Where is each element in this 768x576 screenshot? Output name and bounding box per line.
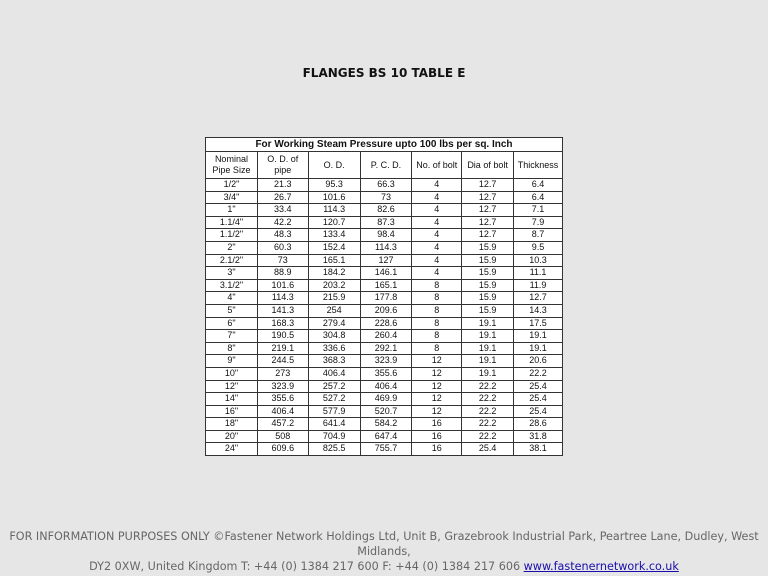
- table-cell: 1.1/2": [206, 229, 258, 242]
- table-cell: 73: [360, 191, 412, 204]
- table-cell: 406.4: [257, 405, 308, 418]
- table-cell: 520.7: [360, 405, 412, 418]
- table-cell: 15.9: [462, 292, 514, 305]
- table-cell: 19.1: [462, 317, 514, 330]
- table-cell: 19.1: [513, 330, 562, 343]
- table-cell: 755.7: [360, 443, 412, 456]
- table-cell: 42.2: [257, 216, 308, 229]
- table-cell: 8.7: [513, 229, 562, 242]
- table-cell: 19.1: [462, 330, 514, 343]
- table-cell: 3/4": [206, 191, 258, 204]
- table-cell: 7.9: [513, 216, 562, 229]
- table-cell: 12: [412, 380, 462, 393]
- table-cell: 19.1: [462, 342, 514, 355]
- table-cell: 114.3: [308, 204, 360, 217]
- table-cell: 219.1: [257, 342, 308, 355]
- table-cell: 15.9: [462, 279, 514, 292]
- table-cell: 127: [360, 254, 412, 267]
- table-cell: 469.9: [360, 393, 412, 406]
- column-header: Nominal Pipe Size: [206, 152, 258, 179]
- table-cell: 304.8: [308, 330, 360, 343]
- table-row: [206, 279, 563, 292]
- table-cell: 22.2: [462, 393, 514, 406]
- table-cell: 4": [206, 292, 258, 305]
- table-cell: 8: [412, 342, 462, 355]
- table-cell: 12.7: [513, 292, 562, 305]
- table-cell: 22.2: [513, 367, 562, 380]
- table-cell: 21.3: [257, 179, 308, 192]
- table-cell: 11.1: [513, 267, 562, 280]
- table-cell: 24": [206, 443, 258, 456]
- column-header: P. C. D.: [360, 152, 412, 179]
- table-cell: 2": [206, 241, 258, 254]
- table-cell: 1.1/4": [206, 216, 258, 229]
- table-cell: 12: [412, 405, 462, 418]
- column-header: No. of bolt: [412, 152, 462, 179]
- table-cell: 577.9: [308, 405, 360, 418]
- table-row: [206, 304, 563, 317]
- table-cell: 12.7: [462, 179, 514, 192]
- table-row: [206, 241, 563, 254]
- table-cell: 95.3: [308, 179, 360, 192]
- table-cell: 8: [412, 304, 462, 317]
- table-row: [206, 380, 563, 393]
- table-cell: 133.4: [308, 229, 360, 242]
- table-cell: 87.3: [360, 216, 412, 229]
- table-cell: 31.8: [513, 430, 562, 443]
- table-cell: 4: [412, 204, 462, 217]
- table-cell: 25.4: [513, 405, 562, 418]
- column-header: Dia of bolt: [462, 152, 514, 179]
- table-cell: 26.7: [257, 191, 308, 204]
- table-cell: 101.6: [257, 279, 308, 292]
- table-header-row: [206, 152, 563, 179]
- table-cell: 20.6: [513, 355, 562, 368]
- table-cell: 10": [206, 367, 258, 380]
- table-cell: 12.7: [462, 191, 514, 204]
- table-row: [206, 204, 563, 217]
- table-cell: 15.9: [462, 267, 514, 280]
- table-row: [206, 443, 563, 456]
- table-cell: 25.4: [513, 393, 562, 406]
- table-cell: 15.9: [462, 304, 514, 317]
- flange-table: [205, 137, 563, 456]
- table-cell: 257.2: [308, 380, 360, 393]
- table-cell: 8: [412, 317, 462, 330]
- table-cell: 22.2: [462, 405, 514, 418]
- table-row: [206, 430, 563, 443]
- table-cell: 152.4: [308, 241, 360, 254]
- table-cell: 19.1: [462, 355, 514, 368]
- table-cell: 9.5: [513, 241, 562, 254]
- table-cell: 16": [206, 405, 258, 418]
- table-cell: 12.7: [462, 216, 514, 229]
- table-cell: 14.3: [513, 304, 562, 317]
- table-cell: 584.2: [360, 418, 412, 431]
- table-cell: 120.7: [308, 216, 360, 229]
- table-cell: 406.4: [360, 380, 412, 393]
- column-header: O. D.: [308, 152, 360, 179]
- table-cell: 18": [206, 418, 258, 431]
- table-cell: 12: [412, 393, 462, 406]
- table-row: [206, 191, 563, 204]
- table-cell: 19.1: [462, 367, 514, 380]
- column-header: O. D. of pipe: [257, 152, 308, 179]
- table-row: [206, 418, 563, 431]
- table-cell: 48.3: [257, 229, 308, 242]
- table-cell: 98.4: [360, 229, 412, 242]
- footer-line2: [0, 559, 768, 574]
- table-cell: 215.9: [308, 292, 360, 305]
- table-cell: 279.4: [308, 317, 360, 330]
- table-caption: For Working Steam Pressure upto 100 lbs per sq. Inch: [206, 138, 563, 152]
- table-cell: 8: [412, 279, 462, 292]
- table-cell: 88.9: [257, 267, 308, 280]
- table-cell: 190.5: [257, 330, 308, 343]
- table-row: [206, 179, 563, 192]
- table-cell: 165.1: [360, 279, 412, 292]
- table-cell: 10.3: [513, 254, 562, 267]
- table-cell: 368.3: [308, 355, 360, 368]
- table-cell: 355.6: [360, 367, 412, 380]
- table-cell: 8: [412, 330, 462, 343]
- table-cell: 4: [412, 229, 462, 242]
- table-cell: 5": [206, 304, 258, 317]
- table-cell: 641.4: [308, 418, 360, 431]
- table-cell: 16: [412, 443, 462, 456]
- table-cell: 4: [412, 254, 462, 267]
- table-cell: 22.2: [462, 430, 514, 443]
- table-cell: 4: [412, 216, 462, 229]
- table-cell: 15.9: [462, 241, 514, 254]
- column-header: Thickness: [513, 152, 562, 179]
- table-cell: 14": [206, 393, 258, 406]
- table-row: [206, 393, 563, 406]
- table-cell: 8": [206, 342, 258, 355]
- table-cell: 22.2: [462, 418, 514, 431]
- table-cell: 33.4: [257, 204, 308, 217]
- table-cell: 228.6: [360, 317, 412, 330]
- table-cell: 28.6: [513, 418, 562, 431]
- table-cell: 12: [412, 367, 462, 380]
- table-row: [206, 367, 563, 380]
- table-row: [206, 267, 563, 280]
- table-cell: 12.7: [462, 204, 514, 217]
- table-row: [206, 330, 563, 343]
- table-row: [206, 342, 563, 355]
- table-cell: 60.3: [257, 241, 308, 254]
- table-row: [206, 355, 563, 368]
- table-cell: 82.6: [360, 204, 412, 217]
- table-cell: 114.3: [257, 292, 308, 305]
- table-cell: 7": [206, 330, 258, 343]
- table-cell: 66.3: [360, 179, 412, 192]
- table-cell: 165.1: [308, 254, 360, 267]
- table-cell: 3.1/2": [206, 279, 258, 292]
- footer-contact: DY2 0XW, United Kingdom T: +44 (0) 1384 217 600 F: +44 (0) 1384 217 606: [89, 560, 524, 573]
- table-cell: 11.9: [513, 279, 562, 292]
- table-cell: 3": [206, 267, 258, 280]
- table-cell: 16: [412, 430, 462, 443]
- footer: [0, 529, 768, 574]
- table-body: [206, 179, 563, 456]
- table-cell: 25.4: [462, 443, 514, 456]
- table-cell: 101.6: [308, 191, 360, 204]
- table-cell: 508: [257, 430, 308, 443]
- table-cell: 22.2: [462, 380, 514, 393]
- table-cell: 38.1: [513, 443, 562, 456]
- table-cell: 704.9: [308, 430, 360, 443]
- table-cell: 244.5: [257, 355, 308, 368]
- table-cell: 323.9: [257, 380, 308, 393]
- table-cell: 209.6: [360, 304, 412, 317]
- table-cell: 1": [206, 204, 258, 217]
- table-cell: 323.9: [360, 355, 412, 368]
- table-cell: 457.2: [257, 418, 308, 431]
- table-cell: 4: [412, 241, 462, 254]
- table-cell: 527.2: [308, 393, 360, 406]
- table-cell: 1/2": [206, 179, 258, 192]
- website-link[interactable]: www.fastenernetwork.co.uk: [523, 560, 679, 573]
- table-cell: 4: [412, 191, 462, 204]
- table-cell: 114.3: [360, 241, 412, 254]
- table-cell: 12": [206, 380, 258, 393]
- table-cell: 647.4: [360, 430, 412, 443]
- table-cell: 15.9: [462, 254, 514, 267]
- table-row: [206, 292, 563, 305]
- table-cell: 406.4: [308, 367, 360, 380]
- footer-line1: FOR INFORMATION PURPOSES ONLY ©Fastener Network Holdings Ltd, Unit B, Grazebrook Industrial Park, Peartree Lane, Dudley, West Midlands,: [9, 530, 759, 558]
- table-cell: 6": [206, 317, 258, 330]
- table-cell: 168.3: [257, 317, 308, 330]
- table-cell: 336.6: [308, 342, 360, 355]
- table-cell: 12.7: [462, 229, 514, 242]
- table-cell: 184.2: [308, 267, 360, 280]
- table-cell: 2.1/2": [206, 254, 258, 267]
- table-cell: 25.4: [513, 380, 562, 393]
- table-cell: 12: [412, 355, 462, 368]
- table-cell: 7.1: [513, 204, 562, 217]
- table-cell: 8: [412, 292, 462, 305]
- table-row: [206, 229, 563, 242]
- table-cell: 20": [206, 430, 258, 443]
- table-cell: 609.6: [257, 443, 308, 456]
- table-cell: 19.1: [513, 342, 562, 355]
- table-cell: 6.4: [513, 191, 562, 204]
- table-cell: 141.3: [257, 304, 308, 317]
- table-cell: 146.1: [360, 267, 412, 280]
- page-title: FLANGES BS 10 TABLE E: [302, 66, 466, 80]
- table-row: [206, 405, 563, 418]
- table-cell: 292.1: [360, 342, 412, 355]
- table-cell: 16: [412, 418, 462, 431]
- table-cell: 17.5: [513, 317, 562, 330]
- table-row: [206, 216, 563, 229]
- table-cell: 260.4: [360, 330, 412, 343]
- table-cell: 203.2: [308, 279, 360, 292]
- table-cell: 355.6: [257, 393, 308, 406]
- table-cell: 825.5: [308, 443, 360, 456]
- table-row: [206, 317, 563, 330]
- table-cell: 4: [412, 267, 462, 280]
- table-cell: 73: [257, 254, 308, 267]
- table-cell: 6.4: [513, 179, 562, 192]
- table-cell: 177.8: [360, 292, 412, 305]
- table-cell: 273: [257, 367, 308, 380]
- table-row: [206, 254, 563, 267]
- table-cell: 254: [308, 304, 360, 317]
- table-cell: 9": [206, 355, 258, 368]
- table-cell: 4: [412, 179, 462, 192]
